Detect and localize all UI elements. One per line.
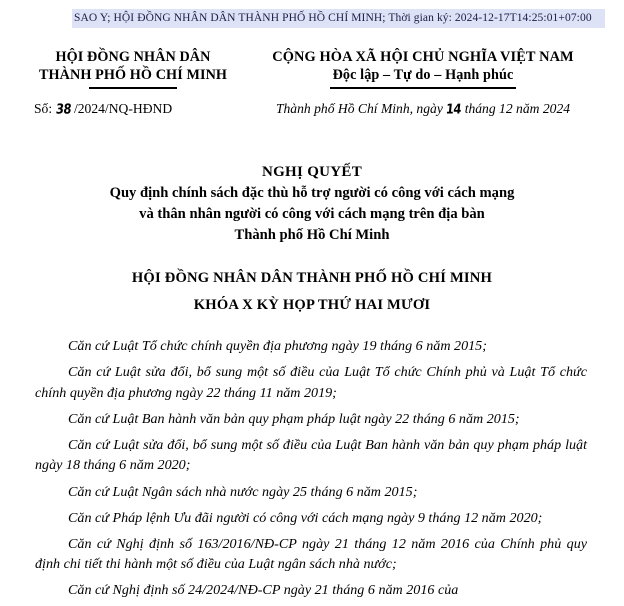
resolution-title-block — [52, 162, 572, 246]
legal-basis-paragraph: Căn cứ Luật sửa đổi, bổ sung một số điều của Luật Tổ chức Chính phủ và Luật Tổ chức chính quyền địa phương ngày 22 tháng 11 năm 2019; — [35, 364, 587, 401]
place-date-prefix: Thành phố Hồ Chí Minh, ngày — [275, 100, 443, 116]
issuing-organization-line-1: HỘI ĐỒNG NHÂN DÂN — [55, 49, 211, 65]
digital-signature-text: SAO Y; HỘI ĐỒNG NHÂN DÂN THÀNH PHỐ HỒ CHÍ MINH; Thời gian ký: 2024-12-17T14:25:01+07:00 — [74, 12, 592, 24]
legal-basis-paragraph: Căn cứ Pháp lệnh Ưu đãi người có công với cách mạng ngày 9 tháng 12 năm 2020; — [68, 509, 543, 526]
issuing-body-line-1: HỘI ĐỒNG NHÂN DÂN THÀNH PHỐ HỒ CHÍ MINH — [131, 270, 493, 286]
legal-basis-paragraph: Căn cứ Nghị định số 24/2024/NĐ-CP ngày 21 tháng 6 năm 2016 của — [68, 582, 459, 599]
document-subject-line-3: Thành phố Hồ Chí Minh — [234, 227, 390, 243]
issuing-body-block — [52, 265, 572, 319]
letterhead — [0, 48, 624, 133]
document-number-prefix: Số: — [34, 100, 53, 116]
letterhead-left-rule — [89, 87, 177, 89]
issuing-organization-line-2: THÀNH PHỐ HỒ CHÍ MINH — [38, 67, 228, 83]
document-subject-line-1: Quy định chính sách đặc thù hỗ trợ người có công với cách mạng — [109, 185, 515, 201]
legal-basis-paragraph: Căn cứ Nghị định số 163/2016/NĐ-CP ngày 21 tháng 12 năm 2016 của Chính phủ quy định chi tiết thi hành một số điều của Luật ngân sách nhà nước; — [35, 535, 587, 573]
legal-basis-paragraph: Căn cứ Luật Ngân sách nhà nước ngày 25 tháng 6 năm 2015; — [68, 483, 418, 500]
document-number-line — [22, 100, 244, 119]
document-subject-line-2: và thân nhân người có công với cách mạng trên địa bàn — [139, 206, 485, 222]
national-name-line: CỘNG HÒA XÃ HỘI CHỦ NGHĨA VIỆT NAM — [272, 49, 574, 65]
document-kind-heading: NGHỊ QUYẾT — [261, 164, 363, 180]
issuing-body-line-2: KHÓA X KỲ HỌP THỨ HAI MƯƠI — [193, 297, 431, 313]
letterhead-right-rule — [330, 87, 516, 89]
digital-signature-banner — [72, 9, 605, 28]
legal-basis-paragraph: Căn cứ Luật Ban hành văn bản quy phạm pháp luật ngày 22 tháng 6 năm 2015; — [68, 410, 520, 427]
legal-basis-paragraph: Căn cứ Luật Tổ chức chính quyền địa phương ngày 19 tháng 6 năm 2015; — [68, 338, 487, 354]
letterhead-right-column — [248, 48, 598, 118]
national-motto-line: Độc lập – Tự do – Hạnh phúc — [332, 67, 514, 83]
document-number-value: 38 — [54, 100, 72, 118]
signature-banner-row — [0, 0, 624, 33]
legal-basis-paragraph: Căn cứ Luật sửa đổi, bổ sung một số điều của Luật Ban hành văn bản quy phạm pháp luật ngày 18 tháng 6 năm 2020; — [35, 436, 587, 474]
document-number-suffix: /2024/NQ-HĐND — [73, 100, 173, 116]
legal-basis-block — [35, 336, 587, 601]
place-date-suffix: tháng 12 năm 2024 — [464, 100, 571, 116]
signing-day-value: 14 — [445, 100, 463, 118]
letterhead-left-column — [22, 48, 244, 118]
place-and-date-line — [248, 100, 598, 119]
